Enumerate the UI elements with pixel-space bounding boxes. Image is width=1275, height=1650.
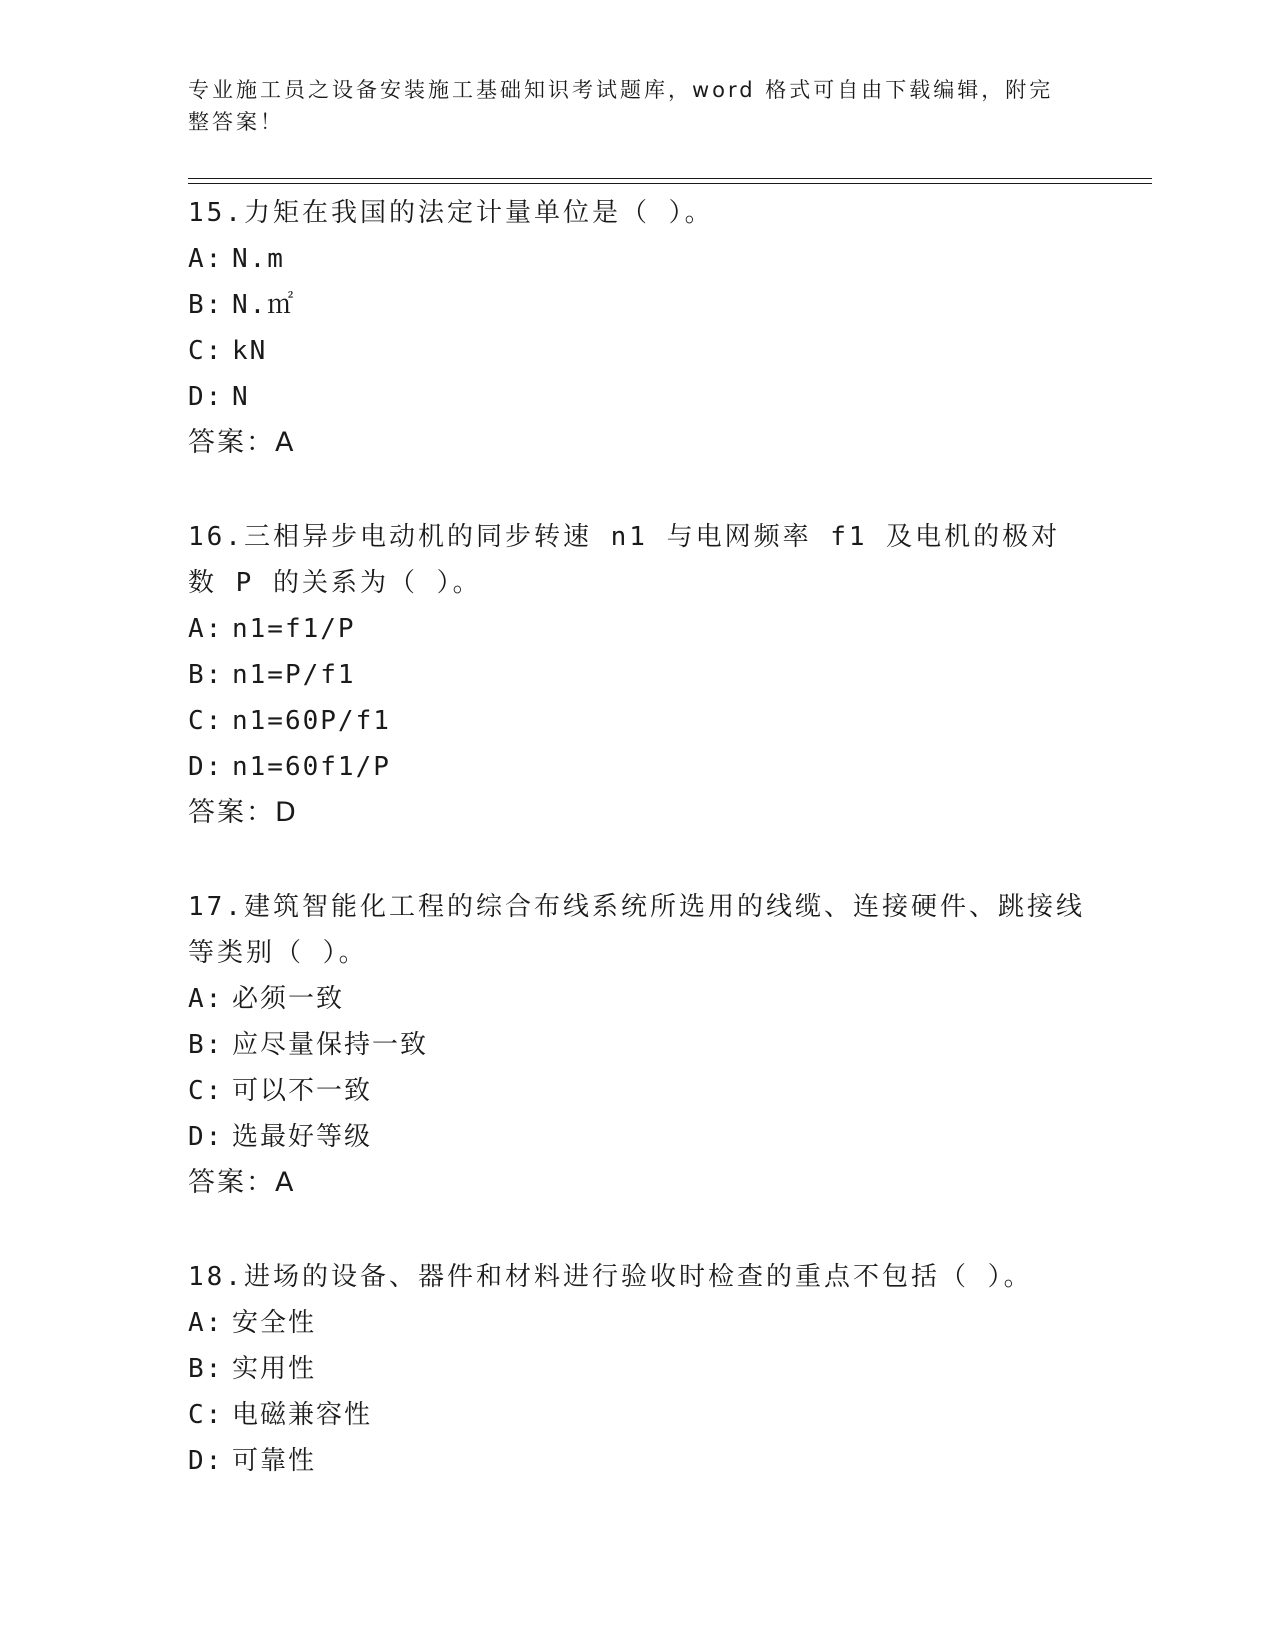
option-b: [188, 1022, 1088, 1068]
option-letter: D:: [188, 382, 224, 412]
answer-text: 答案：A: [188, 1167, 296, 1198]
answer-text: 答案：A: [188, 427, 296, 458]
option-c: [188, 698, 1088, 744]
option-a: [188, 1300, 1088, 1346]
option-d: [188, 374, 1088, 420]
question-list: [188, 190, 1088, 1532]
option-text: 选最好等级: [232, 1122, 373, 1152]
question-18: [188, 1254, 1088, 1484]
option-letter: A:: [188, 1308, 224, 1338]
header-divider-line-secondary: [188, 183, 1152, 184]
option-letter: C:: [188, 1076, 224, 1106]
option-c: [188, 1392, 1088, 1438]
option-text: 安全性: [232, 1308, 317, 1338]
option-letter: C:: [188, 706, 224, 736]
option-text: 实用性: [232, 1354, 317, 1384]
option-text: 应尽量保持一致: [232, 1030, 429, 1060]
option-b: [188, 652, 1088, 698]
option-letter: D:: [188, 1446, 224, 1476]
question-text: 17.建筑智能化工程的综合布线系统所选用的线缆、连接硬件、跳接线等类别（ ）。: [188, 892, 1085, 968]
option-a: [188, 606, 1088, 652]
option-text: n1=60P/f1: [232, 706, 391, 736]
option-letter: B:: [188, 1354, 224, 1384]
option-b: [188, 1346, 1088, 1392]
option-text: n1=f1/P: [232, 614, 356, 644]
option-text: 必须一致: [232, 984, 345, 1014]
option-text: 可以不一致: [232, 1076, 373, 1106]
question-16: [188, 514, 1088, 836]
option-letter: C:: [188, 336, 224, 366]
question-text: 16.三相异步电动机的同步转速 n1 与电网频率 f1 及电机的极对数 P 的关系为（ ）。: [188, 522, 1061, 598]
option-letter: A:: [188, 244, 224, 274]
question-text: 15.力矩在我国的法定计量单位是（ ）。: [188, 198, 714, 228]
option-letter: B:: [188, 660, 224, 690]
question-17: [188, 884, 1088, 1206]
option-text: n1=P/f1: [232, 660, 356, 690]
option-a: [188, 236, 1088, 282]
option-letter: D:: [188, 752, 224, 782]
answer-text: 答案：D: [188, 797, 298, 828]
option-text: kN: [232, 336, 268, 366]
option-letter: D:: [188, 1122, 224, 1152]
option-letter: B:: [188, 290, 224, 320]
question-15: [188, 190, 1088, 466]
option-text: 电磁兼容性: [232, 1400, 373, 1430]
option-letter: C:: [188, 1400, 224, 1430]
option-b: [188, 282, 1088, 328]
option-c: [188, 328, 1088, 374]
option-c: [188, 1068, 1088, 1114]
option-text: N.㎡: [232, 290, 296, 320]
option-letter: A:: [188, 984, 224, 1014]
question-text: 18.进场的设备、器件和材料进行验收时检查的重点不包括（ ）。: [188, 1262, 1033, 1292]
option-a: [188, 976, 1088, 1022]
option-d: [188, 1438, 1088, 1484]
option-letter: B:: [188, 1030, 224, 1060]
option-text: 可靠性: [232, 1446, 317, 1476]
option-text: n1=60f1/P: [232, 752, 391, 782]
option-text: N: [232, 382, 250, 412]
document-header: 专业施工员之设备安装施工基础知识考试题库，word 格式可自由下载编辑，附完整答案！: [188, 78, 1054, 134]
option-d: [188, 1114, 1088, 1160]
header-divider-line: [188, 178, 1152, 179]
option-letter: A:: [188, 614, 224, 644]
option-d: [188, 744, 1088, 790]
option-text: N.m: [232, 244, 285, 274]
